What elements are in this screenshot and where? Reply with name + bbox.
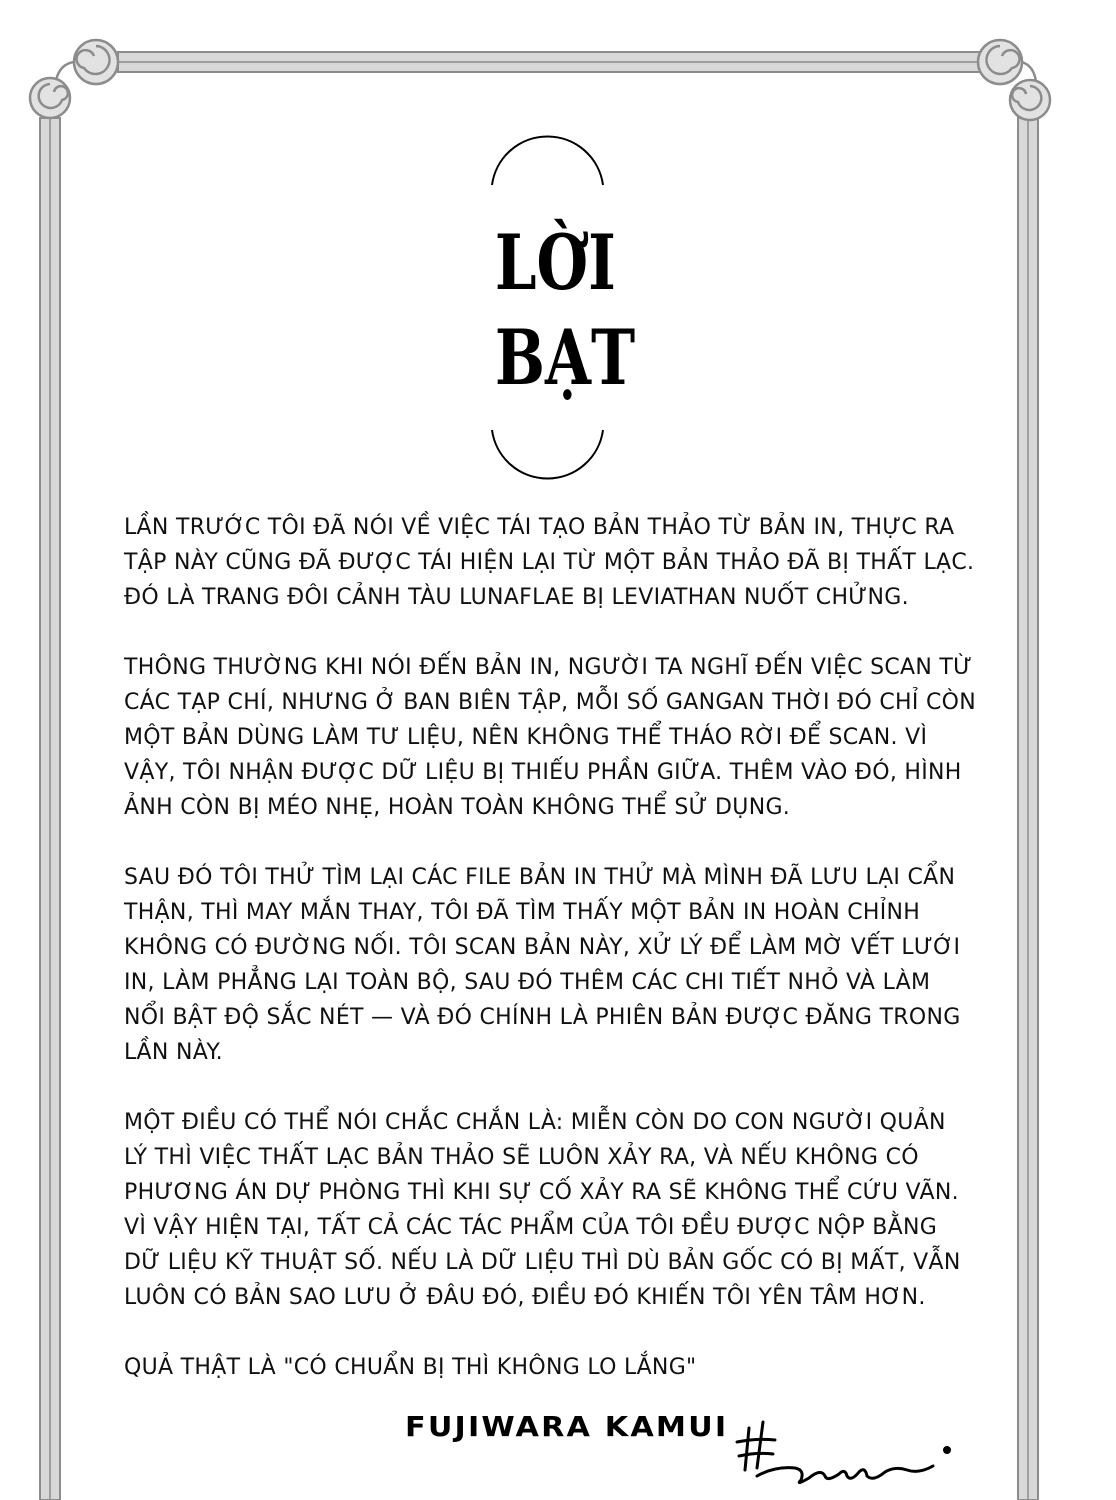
text-line: LÝ THÌ VIỆC THẤT LẠC BẢN THẢO SẼ LUÔN XẢY RA, VÀ NẾU KHÔNG CÓ <box>124 1145 919 1170</box>
text-line: MỘT ĐIỀU CÓ THỂ NÓI CHẮC CHẮN LÀ: MIỄN CÒN DO CON NGƯỜI QUẢN <box>124 1110 946 1135</box>
text-line: PHƯƠNG ÁN DỰ PHÒNG THÌ KHI SỰ CỐ XẢY RA SẼ KHÔNG THỂ CỨU VÃN. <box>124 1180 959 1205</box>
paragraph-4 <box>124 1105 984 1315</box>
text-line: DỮ LIỆU KỸ THUẬT SỐ. NẾU LÀ DỮ LIỆU THÌ DÙ BẢN GỐC CÓ BỊ MẤT, VẪN <box>124 1250 961 1275</box>
paragraph-3 <box>124 860 984 1070</box>
text-line: LẦN TRƯỚC TÔI ĐÃ NÓI VỀ VIỆC TÁI TẠO BẢN THẢO TỪ BẢN IN, THỰC RA <box>124 515 955 540</box>
handwritten-signature-icon <box>735 1410 965 1490</box>
text-line: VẬY, TÔI NHẬN ĐƯỢC DỮ LIỆU BỊ THIẾU PHẦN GIỮA. THÊM VÀO ĐÓ, HÌNH <box>124 760 962 785</box>
text-line: IN, LÀM PHẲNG LẠI TOÀN BỘ, SAU ĐÓ THÊM CÁC CHI TIẾT NHỎ VÀ LÀM <box>124 970 931 995</box>
title-line-2: BẠT <box>494 313 636 402</box>
paragraph-2 <box>124 650 984 825</box>
text-line: SAU ĐÓ TÔI THỬ TÌM LẠI CÁC FILE BẢN IN THỬ MÀ MÌNH ĐÃ LƯU LẠI CẨN <box>124 865 956 890</box>
text-line: NỔI BẬT ĐỘ SẮC NÉT — VÀ ĐÓ CHÍNH LÀ PHIÊN BẢN ĐƯỢC ĐĂNG TRONG <box>124 1005 961 1030</box>
text-line: TẬP NÀY CŨNG ĐÃ ĐƯỢC TÁI HIỆN LẠI TỪ MỘT BẢN THẢO ĐÃ BỊ THẤT LẠC. <box>124 550 975 575</box>
paragraph-1 <box>124 510 984 615</box>
title-line-1: LỜI <box>494 218 616 307</box>
text-line: THÔNG THƯỜNG KHI NÓI ĐẾN BẢN IN, NGƯỜI TA NGHĨ ĐẾN VIỆC SCAN TỪ <box>124 655 973 680</box>
text-line: KHÔNG CÓ ĐƯỜNG NỐI. TÔI SCAN BẢN NÀY, XỬ LÝ ĐỂ LÀM MỜ VẾT LƯỚI <box>124 935 961 960</box>
text-line: ẢNH CÒN BỊ MÉO NHẸ, HOÀN TOÀN KHÔNG THỂ SỬ DỤNG. <box>124 795 791 820</box>
title-text <box>480 0 636 420</box>
text-line: QUẢ THẬT LÀ "CÓ CHUẨN BỊ THÌ KHÔNG LO LẮNG" <box>124 1355 697 1380</box>
text-line: LUÔN CÓ BẢN SAO LƯU Ở ĐÂU ĐÓ, ĐIỀU ĐÓ KHIẾN TÔI YÊN TÂM HƠN. <box>124 1285 926 1310</box>
corner-scroll-top-left-icon <box>30 40 118 118</box>
corner-scroll-top-right-icon <box>978 40 1050 120</box>
text-line: MỘT BẢN DÙNG LÀM TƯ LIỆU, NÊN KHÔNG THỂ THÁO RỜI ĐỂ SCAN. VÌ <box>124 725 928 750</box>
text-line: ĐÓ LÀ TRANG ĐÔI CẢNH TÀU LUNAFLAE BỊ LEVIATHAN NUỐT CHỬNG. <box>124 585 909 610</box>
text-line: VÌ VẬY HIỆN TẠI, TẤT CẢ CÁC TÁC PHẨM CỦA TÔI ĐỀU ĐƯỢC NỘP BẰNG <box>124 1215 938 1240</box>
text-line: CÁC TẠP CHÍ, NHƯNG Ở BAN BIÊN TẬP, MỖI SỐ GANGAN THỜI ĐÓ CHỈ CÒN <box>124 690 977 715</box>
text-line: LẦN NÀY. <box>124 1040 223 1065</box>
afterword-body <box>124 510 984 1385</box>
author-signature: FUJIWARA KAMUI <box>405 1410 729 1443</box>
paragraph-5 <box>124 1350 984 1385</box>
text-line: THẬN, THÌ MAY MẮN THAY, TÔI ĐÃ TÌM THẤY MỘT BẢN IN HOÀN CHỈNH <box>124 900 921 925</box>
